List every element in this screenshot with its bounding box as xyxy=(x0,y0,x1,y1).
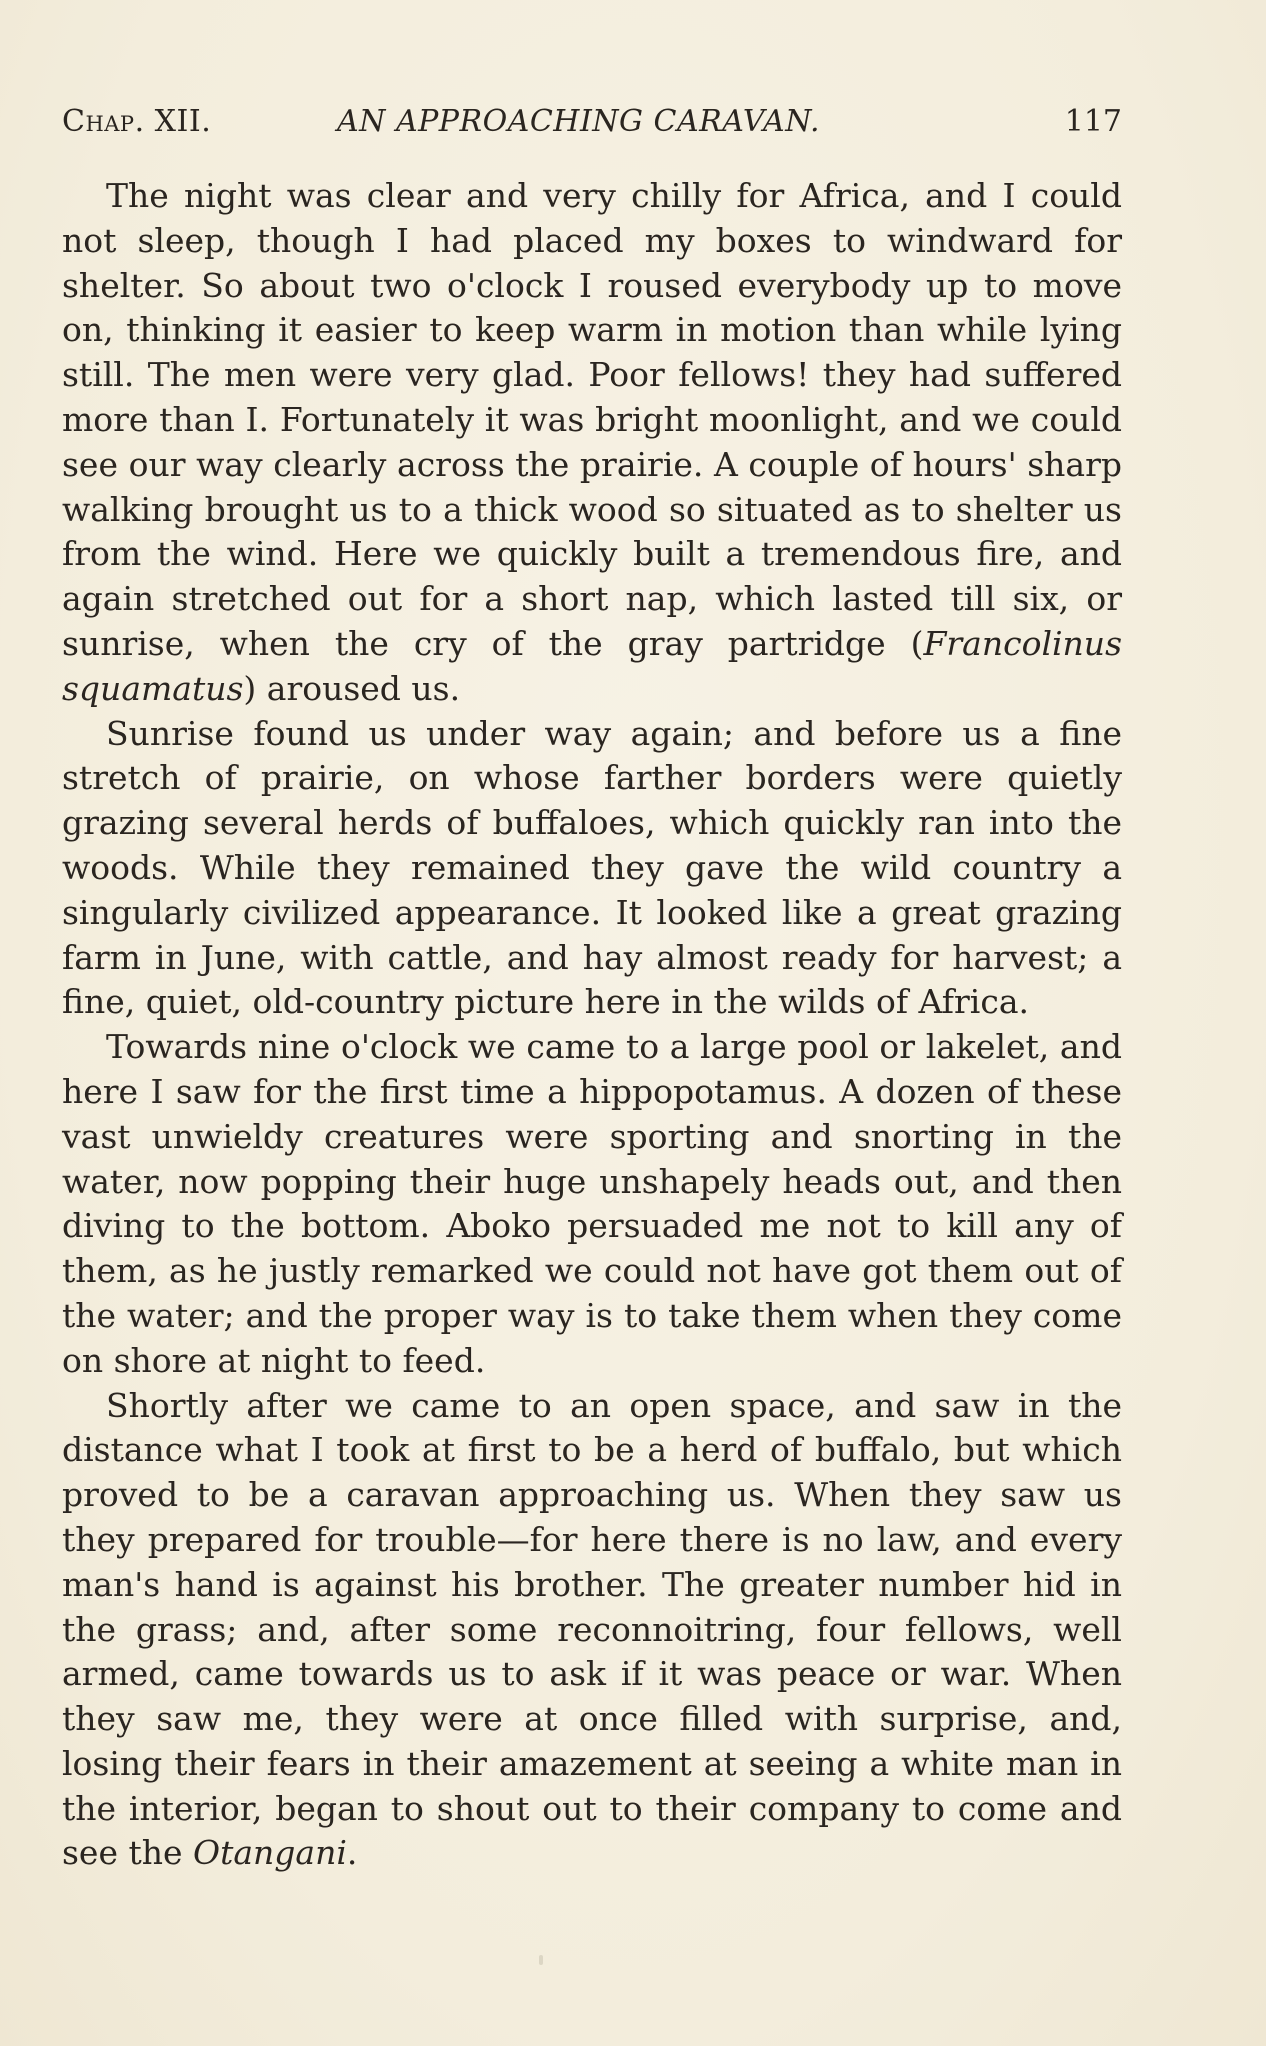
running-title: AN APPROACHING CARAVAN. xyxy=(337,104,821,139)
paragraph xyxy=(62,712,1122,1026)
italic-term: Francolinus squamatus xyxy=(62,623,1122,708)
running-head xyxy=(62,102,1122,142)
paper-speck xyxy=(539,1955,543,1965)
chapter-label: Chap. XII. xyxy=(62,104,212,139)
paragraph-text: . xyxy=(346,1833,358,1873)
body-text xyxy=(62,174,1122,1876)
paragraph-text: The night was clear and very chilly for Africa, and I could not sleep, though I had placed my boxes to windward for shelter. So about two o'clock I roused everybody up to move on, thinking it easier to keep warm in motion than while lying still. The men were very glad. Poor fellows! they had suffered more than I. Fortunately it was bright moonlight, and we could see our way clearly across the prairie. A couple of hours' sharp walking brought us to a thick wood so situated as to shelter us from the wind. Here we quickly built a tremendous fire, and again stretched out for a short nap, which lasted till six, or sunrise, when the cry of the gray partridge ( xyxy=(62,176,1122,663)
paragraph xyxy=(62,174,1122,712)
paragraph xyxy=(62,1025,1122,1383)
paragraph-text: Sunrise found us under way again; and before us a fine stretch of prairie, on whose farther borders were quietly grazing several herds of buffaloes, which quickly ran into the woods. While they remained they gave the wild country a singularly civilized appearance. It looked like a great grazing farm in June, with cattle, and hay almost ready for harvest; a fine, quiet, old-country picture here in the wilds of Africa. xyxy=(62,713,1122,1022)
page-number: 117 xyxy=(1064,104,1122,139)
italic-term: Otangani xyxy=(193,1833,347,1873)
paragraph xyxy=(62,1384,1122,1877)
paragraph-text: Towards nine o'clock we came to a large pool or lakelet, and here I saw for the first time a hippopotamus. A dozen of these vast unwieldy creatures were sporting and snorting in the water, now popping their huge unshapely heads out, and then diving to the bottom. Aboko persuaded me not to kill any of them, as he justly remarked we could not have got them out of the water; and the proper way is to take them when they come on shore at night to feed. xyxy=(62,1027,1122,1380)
paragraph-text: Shortly after we came to an open space, and saw in the distance what I took at first to be a herd of buffalo, but which proved to be a caravan approaching us. When they saw us they prepared for trouble—for here there is no law, and every man's hand is against his brother. The greater number hid in the grass; and, after some reconnoitring, four fellows, well armed, came towards us to ask if it was peace or war. When they saw me, they were at once filled with surprise, and, losing their fears in their amazement at seeing a white man in the interior, began to shout out to their company to come and see the xyxy=(62,1385,1122,1873)
paragraph-text: ) aroused us. xyxy=(243,668,461,708)
